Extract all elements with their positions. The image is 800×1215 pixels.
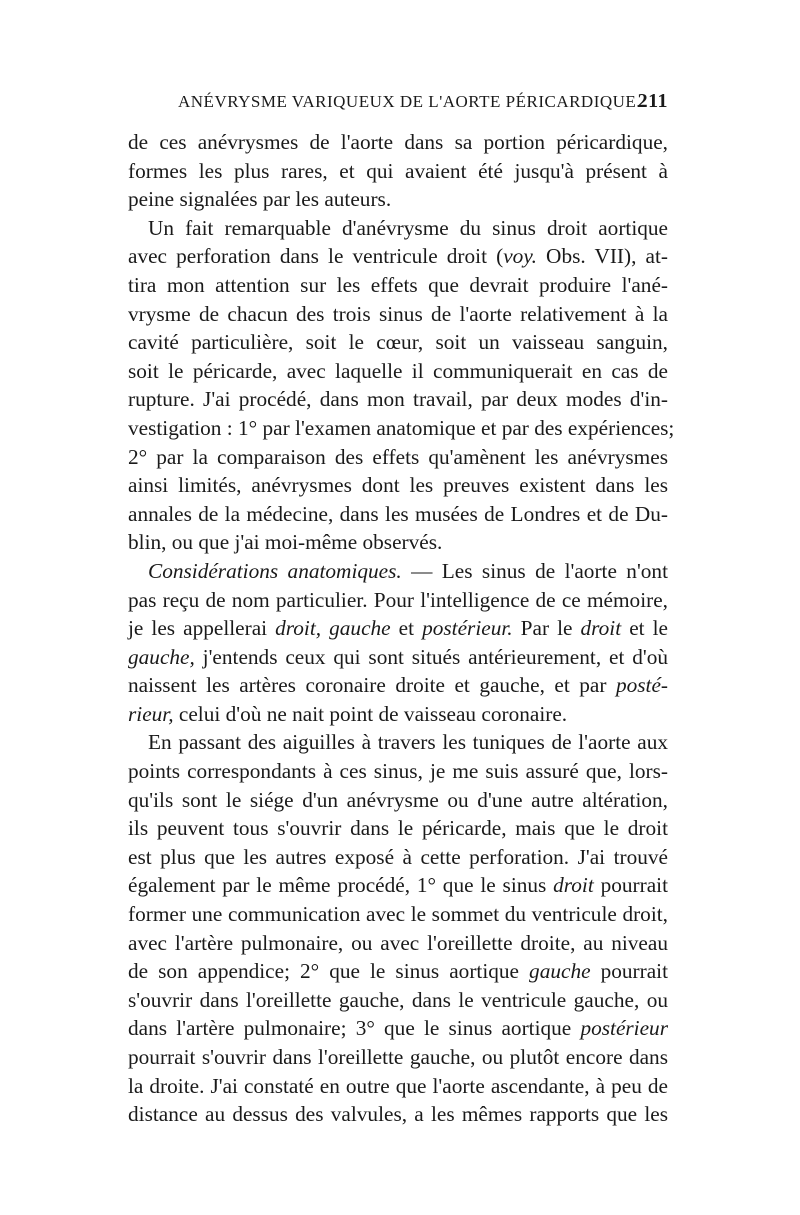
text-line: former une communication avec le sommet du ventricule droit, xyxy=(128,902,668,927)
text-line: gauche, j'entends ceux qui sont situés antérieurement, et d'où xyxy=(128,644,668,669)
text-line: de ces anévrysmes de l'aorte dans sa portion péricardique, xyxy=(128,130,668,154)
text-line: également par le même procédé, 1° que le sinus droit pourrait xyxy=(128,873,668,898)
text-line: ainsi limités, anévrysmes dont les preuves existent dans les xyxy=(128,473,668,498)
body-text xyxy=(128,128,675,1129)
text-line: s'ouvrir dans l'oreillette gauche, dans le ventricule gauche, ou xyxy=(128,987,668,1012)
text-line: de son appendice; 2° que le sinus aortique gauche pourrait xyxy=(128,959,668,984)
text-line: rieur, celui d'où ne nait point de vaisseau coronaire. xyxy=(128,701,568,726)
section-heading-line: Considérations anatomiques. — Les sinus de l'aorte n'ont xyxy=(148,558,668,583)
paragraph-first-line: En passant des aiguilles à travers les tuniques de l'aorte aux xyxy=(148,730,668,755)
text-line: avec l'artère pulmonaire, ou avec l'oreillette droite, au niveau xyxy=(128,930,668,955)
page-number: 211 xyxy=(637,90,668,112)
paragraph-first-line: Un fait remarquable d'anévrysme du sinus droit aortique xyxy=(148,215,668,240)
text-line: distance au dessus des valvules, a les mêmes rapports que les xyxy=(128,1102,668,1127)
text-line: naissent les artères coronaire droite et gauche, et par posté- xyxy=(128,673,668,698)
text-line: peine signalées par les auteurs. xyxy=(128,187,392,212)
text-line: est plus que les autres exposé à cette perforation. J'ai trouvé xyxy=(128,844,668,869)
text-line: points correspondants à ces sinus, je me suis assuré que, lors- xyxy=(128,759,668,784)
text-line: 2° par la comparaison des effets qu'amènent les anévrysmes xyxy=(128,444,668,469)
text-line: vrysme de chacun des trois sinus de l'aorte relativement à la xyxy=(128,301,668,326)
text-line: annales de la médecine, dans les musées de Londres et de Du- xyxy=(128,501,668,526)
text-line: la droite. J'ai constaté en outre que l'aorte ascendante, à peu de xyxy=(128,1073,668,1098)
text-line: pas reçu de nom particulier. Pour l'intelligence de ce mémoire, xyxy=(128,587,668,612)
section-heading: Considérations anatomiques. xyxy=(148,558,402,583)
text-line: rupture. J'ai procédé, dans mon travail, par deux modes d'in- xyxy=(128,387,668,412)
text-line: avec perforation dans le ventricule droit (voy. Obs. VII), at- xyxy=(128,244,669,269)
text-line: blin, ou que j'ai moi-même observés. xyxy=(128,530,443,555)
text-line: cavité particulière, soit le cœur, soit un vaisseau sanguin, xyxy=(128,330,668,355)
text-line: ils peuvent tous s'ouvrir dans le péricarde, mais que le droit xyxy=(128,816,668,841)
text-line: je les appellerai droit, gauche et postérieur. Par le droit et le xyxy=(128,616,668,641)
text-line: tira mon attention sur les effets que devrait produire l'ané- xyxy=(128,272,668,297)
text-line: formes les plus rares, et qui avaient été jusqu'à présent à xyxy=(128,158,668,183)
text-line: dans l'artère pulmonaire; 3° que le sinus aortique postérieur xyxy=(128,1016,668,1041)
running-title: ANÉVRYSME VARIQUEUX DE L'AORTE PÉRICARDIQUE. xyxy=(178,92,642,111)
text-line: vestigation : 1° par l'examen anatomique et par des expériences; xyxy=(128,415,675,440)
text-line: pourrait s'ouvrir dans l'oreillette gauche, ou plutôt encore dans xyxy=(128,1045,668,1069)
text-line: soit le péricarde, avec laquelle il communiquerait en cas de xyxy=(128,358,668,383)
text-line: qu'ils sont le siége d'un anévrysme ou d'une autre altération, xyxy=(128,787,668,812)
